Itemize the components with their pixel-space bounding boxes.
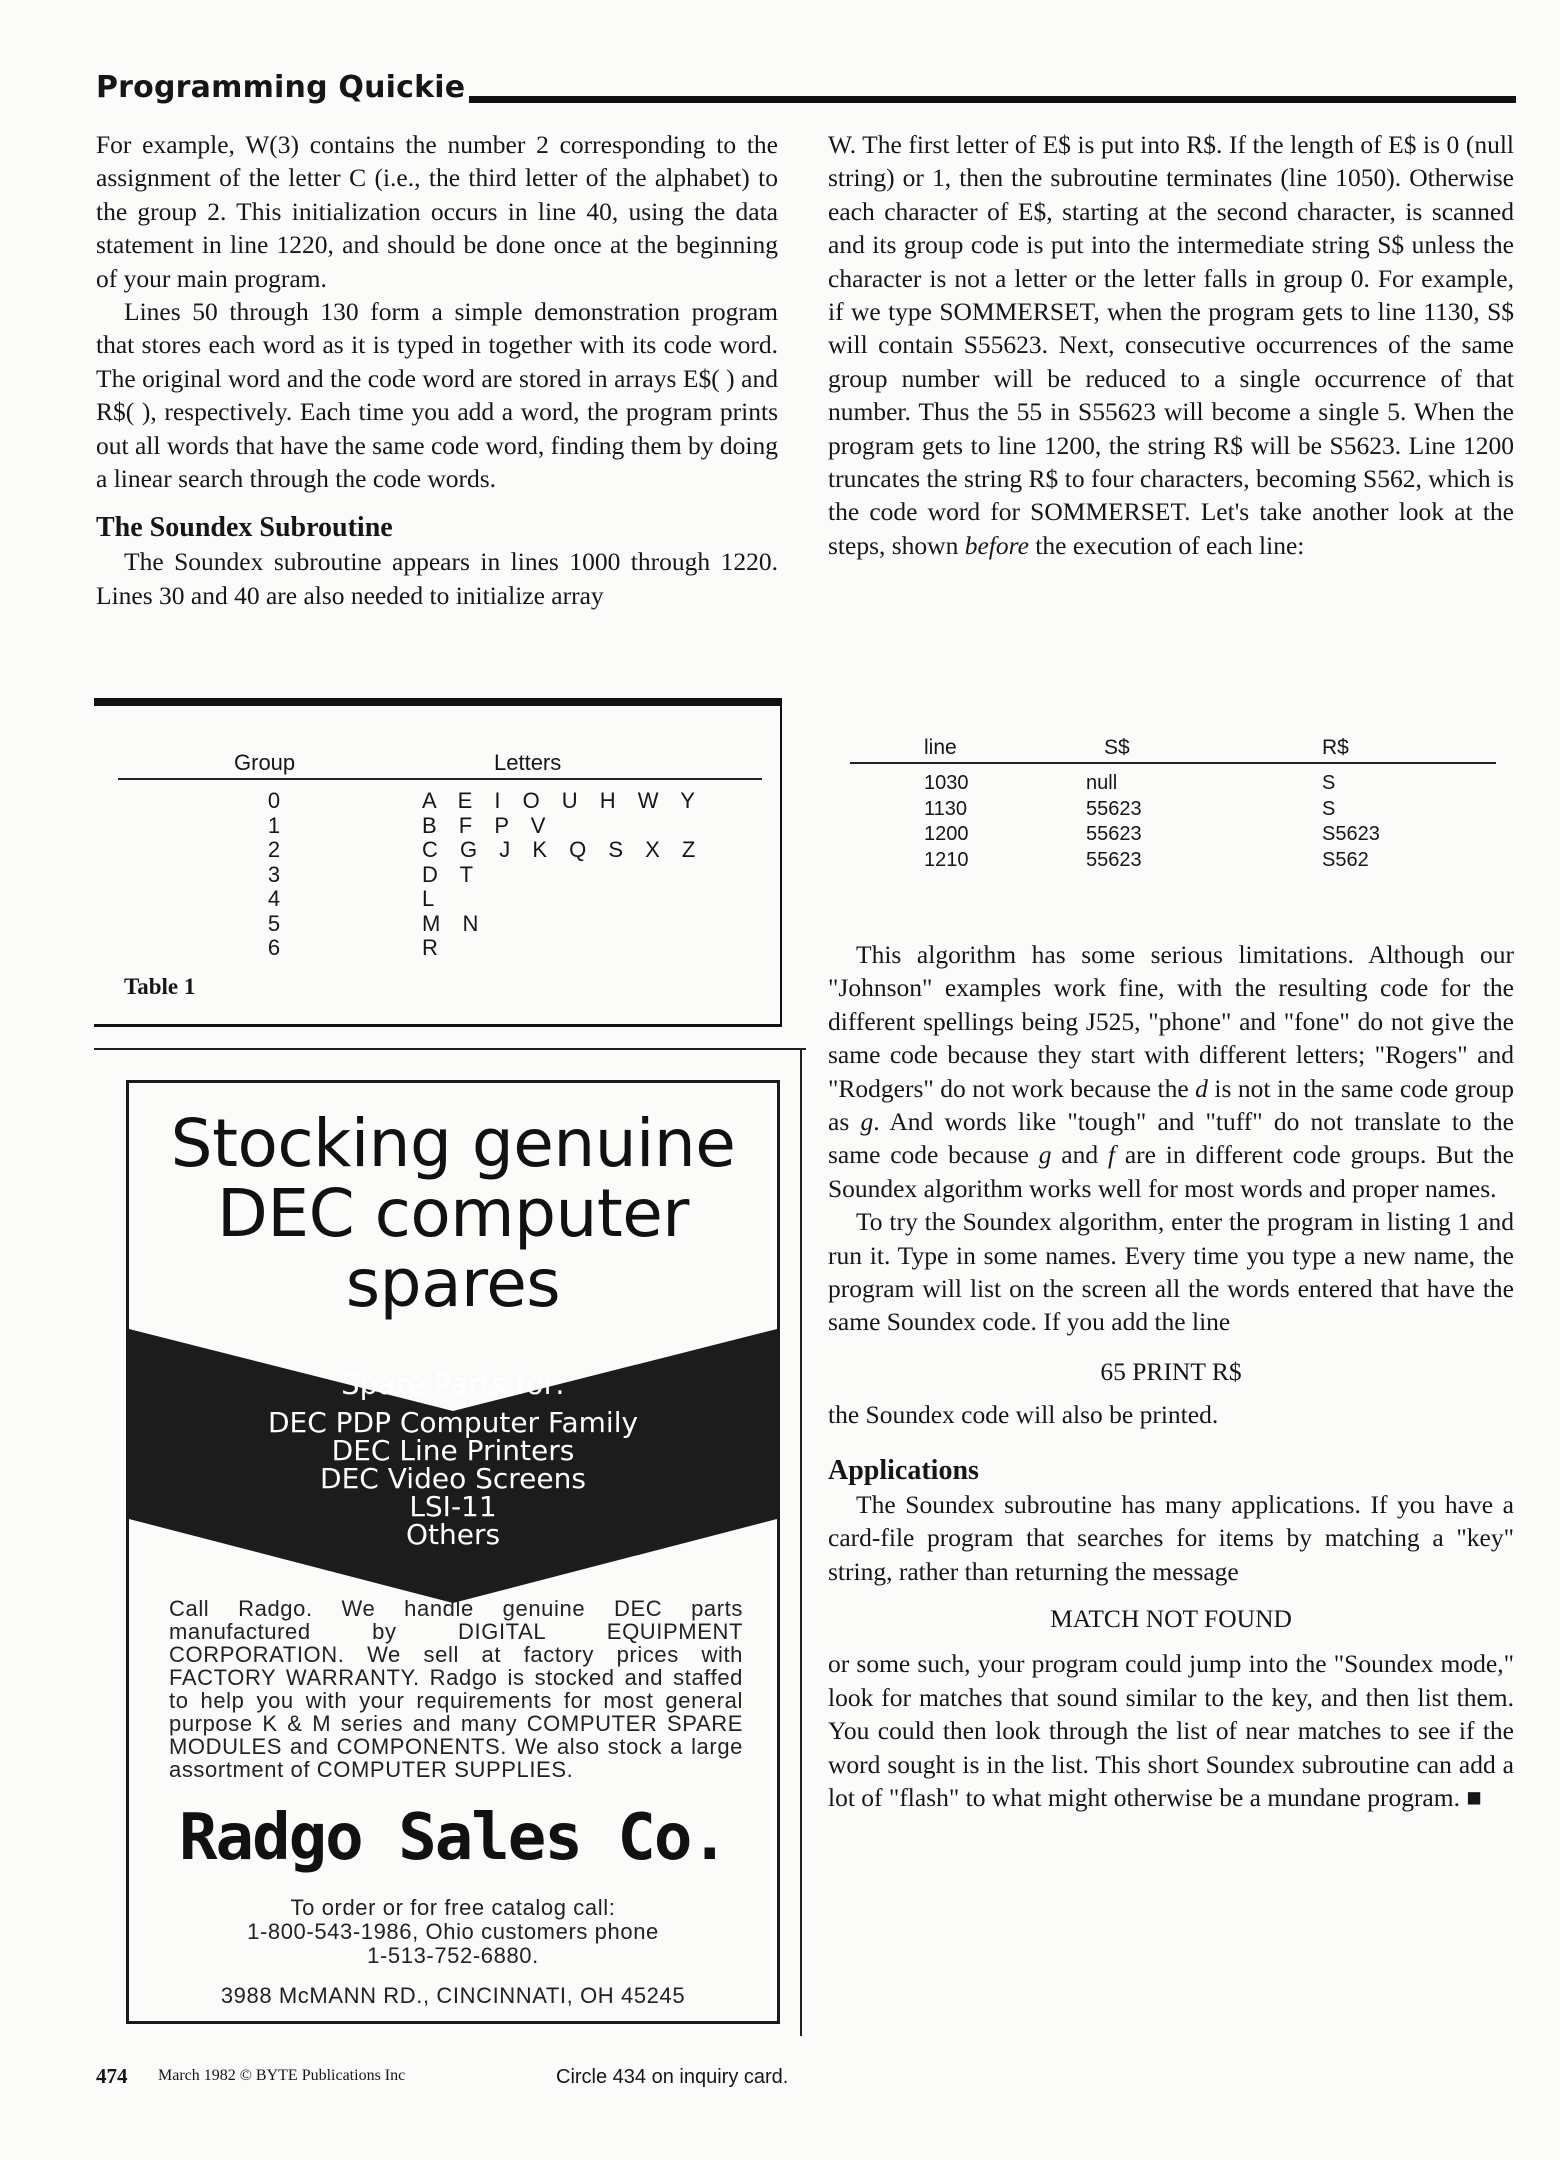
- s-cell: 55623: [1086, 848, 1142, 871]
- subheading: The Soundex Subroutine: [96, 512, 393, 544]
- r-cell: S: [1322, 772, 1336, 794]
- letters-cell: B F P V: [422, 812, 554, 838]
- text-run: This algorithm has some serious limitations. Although our "Johnson" examples work fine, with the resulting code for the different spellings being J525, "phone" and "fone" do not give the same code because they start with different letters; "Rogers" and "Rodgers" do not work because the: [828, 940, 1514, 1103]
- letters-cell: L: [422, 886, 443, 911]
- table-row: [850, 821, 1496, 847]
- table-2: [850, 732, 1496, 882]
- paragraph: To try the Soundex algorithm, enter the program in listing 1 and run it. Type in some names. Every time you type a new name, the program will list on the screen all the words entered that have the same Soundex code. If you add the line: [828, 1207, 1514, 1337]
- paragraph: Lines 50 through 130 form a simple demonstration program that stores each word as it is typed in together with its code word. The original word and the code word are stored in arrays E$( ) and R$( ), respectively. Each time you add a word, the program prints out all words that have the same code word, finding them by doing a linear search through the code words.: [96, 297, 778, 494]
- letters-cell: M N: [422, 910, 487, 936]
- text-run: or some such, your program could jump into the "Soundex mode," look for matches that sound similar to the key, and then list them. You could then look through the list of near matches to see if the word sought is in the list. This short Soundex subroutine can add a lot of "flash" to what might otherwise be a mundane program.: [828, 1649, 1514, 1812]
- r-cell: S5623: [1322, 823, 1380, 845]
- group-cell: 0: [267, 788, 281, 813]
- table-header-r: R$: [1322, 736, 1349, 759]
- code-line: 65 PRINT R$: [1100, 1356, 1242, 1386]
- end-mark: ■: [1466, 1782, 1482, 1812]
- group-cell: 6: [267, 935, 281, 960]
- paragraph: The Soundex subroutine appears in lines 1000 through 1220. Lines 30 and 40 are also needed to initialize array: [96, 547, 778, 610]
- ad-address: 3988 McMANN RD., CINCINNATI, OH 45245: [220, 1983, 686, 2008]
- table-row: [850, 770, 1496, 796]
- left-column: [96, 128, 778, 612]
- group-cell: 3: [267, 861, 281, 887]
- table-header-group: Group: [234, 750, 296, 775]
- group-cell: 5: [267, 910, 281, 936]
- ad-item: DEC Line Printers: [331, 1434, 575, 1467]
- table-header-s: S$: [1104, 736, 1130, 759]
- text-run: . And words like "tough" and "tuff" do not translate to the same code because: [828, 1107, 1515, 1170]
- text-run: W. The first letter of E$ is put into R$. If the length of E$ is 0 (null string) or 1, then the subroutine terminates (line 1050). Otherwise each character of E$, starting at the second character, is scanned and its group code is put into the intermediate string S$ unless the character is not a letter or the letter falls in group 0. For example, if we type SOMMERSET, when the program gets to line 1130, S$ will contain S55623. Next, consecutive occurrences of the same group number will be reduced to a single occurrence of that number. Thus the 55 in S55623 will become a single 5. When the program gets to line 1200, the string R$ will be S5623. Line 1200 truncates the string R$ to four characters, becoming S562, which is the code word for SOMMERSET. Let's take another look at the steps, shown: [828, 130, 1514, 560]
- text-run: and: [1061, 1140, 1099, 1170]
- table-row: [94, 813, 780, 838]
- letters-cell: D T: [422, 861, 482, 887]
- paragraph: [828, 128, 1514, 562]
- ad-item: LSI-11: [409, 1490, 497, 1523]
- message-line: MATCH NOT FOUND: [1050, 1603, 1292, 1633]
- line-cell: 1200: [924, 823, 969, 845]
- ad-headline-line: Stocking genuine: [170, 1105, 736, 1182]
- company-logo: Radgo Sales Co.: [179, 1801, 727, 1875]
- ad-item: DEC PDP Computer Family: [267, 1406, 639, 1439]
- ad-headline-line: DEC computer: [217, 1175, 689, 1252]
- ad-subhead: Spare Parts for:: [341, 1367, 565, 1401]
- page-number: 474: [96, 2064, 128, 2088]
- ad-contact-line: To order or for free catalog call:: [290, 1895, 616, 1920]
- table-row: [850, 847, 1496, 873]
- table-row: [94, 886, 780, 911]
- s-cell: 55623: [1086, 823, 1142, 845]
- table-row: [94, 837, 780, 862]
- section-title: Programming Quickie: [96, 70, 469, 105]
- table-row: [94, 935, 780, 960]
- paragraph: The Soundex subroutine has many applications. If you have a card-file program that searches for items by matching a "key" string, rather than returning the message: [828, 1489, 1514, 1586]
- text-run: are in different code groups. But the Soundex algorithm works well for most words and proper names.: [828, 1140, 1515, 1203]
- text-run: the execution of each line:: [1035, 530, 1305, 560]
- r-cell: S: [1322, 797, 1336, 820]
- group-cell: 4: [267, 886, 281, 911]
- table-row: [94, 788, 780, 813]
- letters-cell: R: [422, 935, 446, 960]
- paragraph: For example, W(3) contains the number 2 corresponding to the assignment of the letter C (i.e., the third letter of the alphabet) to the group 2. This initialization occurs in line 40, using the data statement in line 1220, and should be done once at the beginning of your main program.: [96, 130, 778, 293]
- ad-contact-line: 1-800-543-1986, Ohio customers phone: [247, 1919, 659, 1944]
- table-header-rule: [118, 778, 762, 780]
- table-row: [94, 911, 780, 936]
- paragraph: the Soundex code will also be printed.: [828, 1400, 1219, 1430]
- column-divider: [800, 1048, 802, 2034]
- ad-item: DEC Video Screens: [320, 1462, 586, 1495]
- s-cell: null: [1086, 772, 1118, 794]
- ad-body-text: Call Radgo. We handle genuine DEC parts manufactured by DIGITAL EQUIPMENT CORPORATION. We sell at factory prices with FACTORY WARRANTY. Radgo is stocked and staffed to help you with your requirements for most general purpose K & M series and many COMPUTER SPARE MODULES and COMPONENTS. We also stock a large assortment of COMPUTER SUPPLIES.: [169, 1596, 743, 1782]
- line-cell: 1030: [924, 772, 969, 794]
- text-run: is not in the same code group as: [828, 1073, 1515, 1137]
- paragraph: [828, 938, 1514, 1205]
- letters-cell: C G J K Q S X Z: [422, 837, 704, 862]
- group-cell: 2: [267, 837, 281, 862]
- table-row: [94, 862, 780, 887]
- s-cell: 55623: [1086, 797, 1142, 820]
- subheading: Applications: [828, 1454, 979, 1486]
- copyright-line: March 1982 © BYTE Publications Inc: [158, 2067, 406, 2084]
- table-row: [850, 796, 1496, 822]
- right-column-bottom: [828, 938, 1514, 1814]
- right-column-top: [828, 128, 1514, 562]
- line-cell: 1130: [924, 797, 968, 820]
- page-header: [96, 66, 1516, 110]
- advertisement: [126, 1080, 780, 2024]
- paragraph: [828, 1647, 1514, 1814]
- table-1: [94, 698, 782, 1027]
- group-cell: 1: [267, 812, 281, 838]
- column-divider: [800, 1938, 802, 2036]
- letters-cell: A E I O U H W Y: [422, 788, 703, 813]
- table-caption: Table 1: [124, 974, 196, 999]
- table-header-line: line: [924, 736, 957, 759]
- ad-contact-line: 1-513-752-6880.: [367, 1943, 539, 1968]
- emphasis: d: [1195, 1073, 1208, 1103]
- ad-item: Others: [405, 1518, 501, 1551]
- table-header-rule: [850, 762, 1496, 764]
- emphasis: f: [1107, 1140, 1116, 1170]
- inquiry-note: Circle 434 on inquiry card.: [556, 2066, 789, 2088]
- ad-headline-line: spares: [345, 1245, 561, 1322]
- line-cell: 1210: [924, 848, 969, 871]
- emphasis: before: [964, 530, 1029, 560]
- emphasis: g: [860, 1107, 874, 1137]
- r-cell: S562: [1322, 848, 1369, 871]
- ad-top-rule: [94, 1048, 806, 1050]
- emphasis: g: [1038, 1140, 1052, 1170]
- table-header-letters: Letters: [494, 750, 562, 775]
